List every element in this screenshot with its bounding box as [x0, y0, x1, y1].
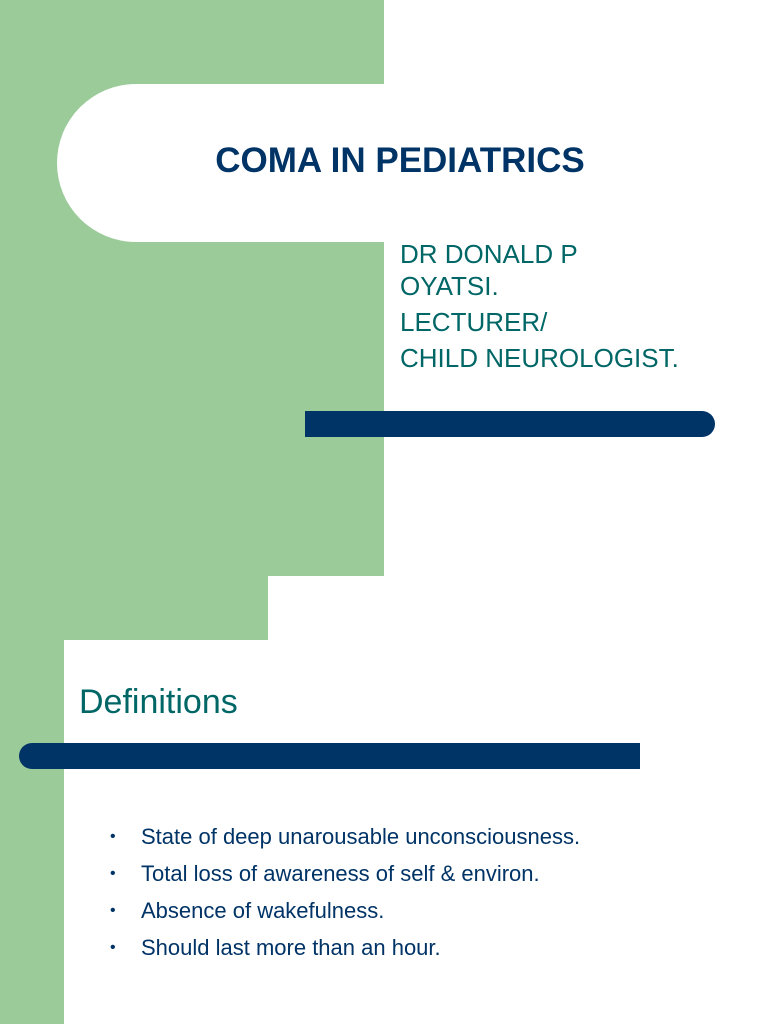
- author-line: DR DONALD P: [400, 239, 578, 269]
- accent-bar: [305, 411, 715, 437]
- list-item-text: Absence of wakefulness.: [141, 898, 385, 923]
- bullet-icon: •: [110, 902, 116, 919]
- author-line: OYATSI.: [400, 271, 499, 301]
- list-item-text: Total loss of awareness of self & environ.: [141, 861, 540, 886]
- list-item-text: State of deep unarousable unconsciousness.: [141, 824, 581, 849]
- slide-title: COMA IN PEDIATRICS: [215, 141, 585, 180]
- accent-bar: [19, 743, 640, 769]
- list-item: [110, 818, 580, 855]
- author-role-line: LECTURER/: [400, 307, 548, 337]
- definition-list: [110, 818, 580, 966]
- list-item: [110, 892, 580, 929]
- list-item-text: Should last more than an hour.: [141, 935, 441, 960]
- author-role-line: CHILD NEUROLOGIST.: [400, 343, 679, 373]
- author-block: [400, 238, 760, 374]
- bullet-icon: •: [110, 828, 116, 845]
- bullet-icon: •: [110, 939, 116, 956]
- definitions-heading: Definitions: [79, 683, 238, 721]
- list-item: [110, 855, 580, 892]
- green-step-block: [0, 576, 268, 640]
- bullet-icon: •: [110, 865, 116, 882]
- list-item: [110, 929, 580, 966]
- green-side-strip: [0, 640, 64, 1024]
